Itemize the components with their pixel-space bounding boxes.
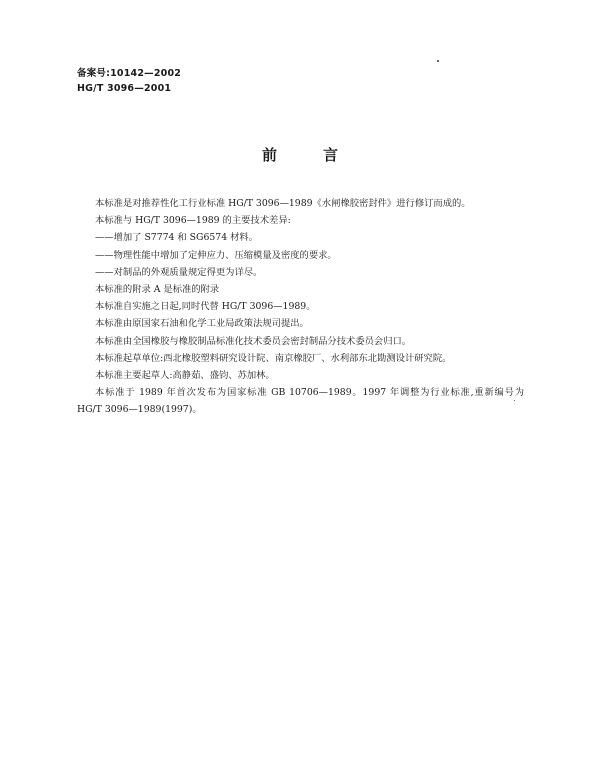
paragraph-1: 本标准是对推荐性化工行业标准 HG/T 3096—1989《水闸橡胶密封件》进行修订而成的。 [95,198,471,209]
paragraph-2: 本标准与 HG/T 3096—1989 的主要技术差异: [95,215,291,227]
paragraph-3: ——增加了 S7774 和 SG6574 材料。 [95,232,258,244]
page-title: 前言 [261,146,384,164]
document-header [77,66,181,96]
scan-speck [514,400,515,401]
scan-speck [437,60,439,62]
foreword-body [77,195,524,419]
paragraph-11: 本标准主要起草人:高静茹、盛钧、苏加林。 [95,370,275,382]
paragraph-8: 本标准由原国家石油和化学工业局政策法规司提出。 [95,318,309,330]
paragraph-6: 本标准的附录 A 是标准的附录 [95,284,220,296]
paragraph-5: ——对制品的外观质量规定得更为详尽。 [95,266,263,278]
paragraph-12: 本标准于 1989 年首次发布为国家标准 GB 10706—1989。1997 年调整为行业标准,重新编号为 HG/T 3096—1989(1997)。 [77,387,524,416]
paragraph-4: ——物理性能中增加了定伸应力、压缩模量及密度的要求。 [95,249,337,261]
record-number: 备案号:10142—2002 [77,68,182,79]
paragraph-7: 本标准自实施之日起,同时代替 HG/T 3096—1989。 [95,301,316,313]
paragraph-10: 本标准起草单位:西北橡胶塑料研究设计院、南京橡胶厂、水利部东北勘测设计研究院。 [95,352,452,364]
standard-number: HG/T 3096—2001 [77,83,172,94]
paragraph-9: 本标准由全国橡胶与橡胶制品标准化技术委员会密封制品分技术委员会归口。 [95,335,412,347]
